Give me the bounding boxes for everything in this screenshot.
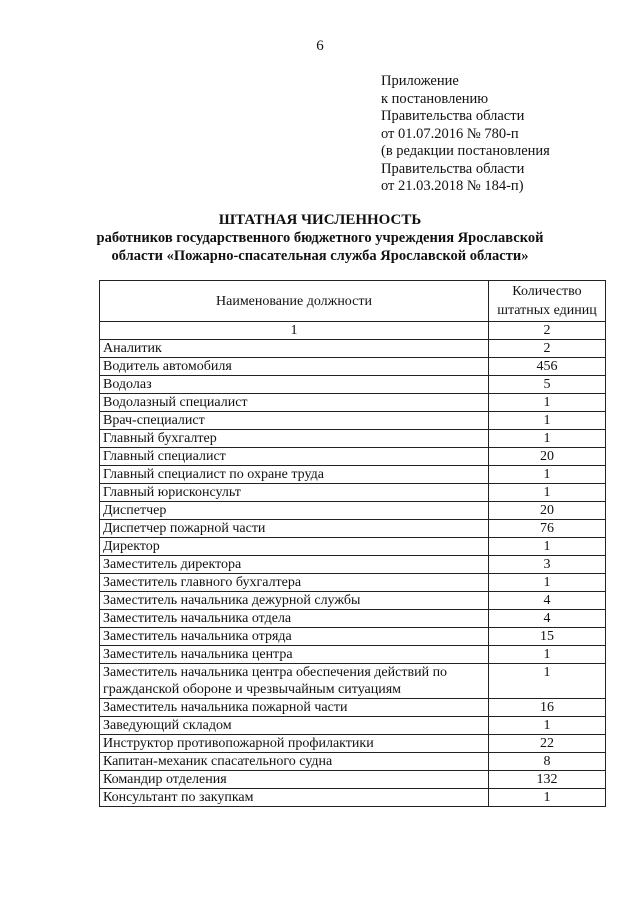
position-name-cell: Капитан-механик спасательного судна (100, 753, 489, 771)
table-index-row (100, 322, 606, 340)
position-count-cell: 20 (489, 502, 606, 520)
table-row (100, 556, 606, 574)
appendix-line: Приложение (381, 73, 459, 89)
position-name-cell: Водитель автомобиля (100, 358, 489, 376)
table-row (100, 394, 606, 412)
table-row (100, 430, 606, 448)
position-name-cell: Консультант по закупкам (100, 789, 489, 807)
position-count-cell: 456 (489, 358, 606, 376)
document-title (0, 211, 640, 265)
position-count-cell: 2 (489, 340, 606, 358)
position-count-cell: 1 (489, 717, 606, 735)
position-name-cell: Заместитель начальника дежурной службы (100, 592, 489, 610)
table-header-row (100, 281, 606, 322)
position-count-cell: 22 (489, 735, 606, 753)
position-name-cell: Заместитель директора (100, 556, 489, 574)
position-count-cell: 4 (489, 592, 606, 610)
position-count-cell: 4 (489, 610, 606, 628)
staffing-table (99, 280, 606, 807)
table-row (100, 664, 606, 699)
table-row (100, 717, 606, 735)
position-name-cell: Заместитель начальника центра (100, 646, 489, 664)
appendix-line: к постановлению (381, 90, 489, 107)
index-cell: 1 (100, 322, 489, 340)
position-name-cell: Аналитик (100, 340, 489, 358)
header-count-line: Количество (512, 284, 582, 299)
table-row (100, 412, 606, 430)
position-count-cell: 1 (489, 664, 606, 699)
position-count-cell: 8 (489, 753, 606, 771)
title-main: ШТАТНАЯ ЧИСЛЕННОСТЬ (218, 212, 422, 228)
appendix-line: от 01.07.2016 № 780-п (381, 125, 519, 142)
position-count-cell: 1 (489, 466, 606, 484)
position-name-cell: Инструктор противопожарной профилактики (100, 735, 489, 753)
position-name-cell: Главный юрисконсульт (100, 484, 489, 502)
title-sub-line: области «Пожарно-спасательная служба Ярославской области» (111, 248, 529, 264)
position-name-cell: Заместитель начальника центра обеспечения действий по гражданской обороне и чрезвычайным ситуациям (100, 664, 489, 699)
header-position: Наименование должности (100, 281, 489, 322)
position-count-cell: 1 (489, 574, 606, 592)
position-name-cell: Заместитель главного бухгалтера (100, 574, 489, 592)
position-count-cell: 1 (489, 646, 606, 664)
table-row (100, 789, 606, 807)
table-row (100, 448, 606, 466)
position-count-cell: 3 (489, 556, 606, 574)
table-row (100, 358, 606, 376)
position-count-cell: 1 (489, 538, 606, 556)
position-count-cell: 76 (489, 520, 606, 538)
table-row (100, 466, 606, 484)
title-sub-line: работников государственного бюджетного учреждения Ярославской (96, 230, 544, 246)
position-count-cell: 1 (489, 394, 606, 412)
position-name-cell: Заместитель начальника пожарной части (100, 699, 489, 717)
position-count-cell: 15 (489, 628, 606, 646)
position-name-cell: Заведующий складом (100, 717, 489, 735)
position-count-cell: 132 (489, 771, 606, 789)
table-row (100, 699, 606, 717)
page-number: 6 (316, 38, 324, 54)
table-body (100, 322, 606, 807)
position-name-cell: Главный бухгалтер (100, 430, 489, 448)
position-name-cell: Главный специалист (100, 448, 489, 466)
table-row (100, 592, 606, 610)
appendix-line: (в редакции постановления (381, 143, 550, 159)
position-name-cell: Врач-специалист (100, 412, 489, 430)
header-count (489, 281, 606, 322)
table-row (100, 628, 606, 646)
position-count-cell: 20 (489, 448, 606, 466)
index-cell: 2 (489, 322, 606, 340)
table-row (100, 735, 606, 753)
position-name-cell: Главный специалист по охране труда (100, 466, 489, 484)
position-count-cell: 1 (489, 430, 606, 448)
position-name-cell: Заместитель начальника отряда (100, 628, 489, 646)
position-name-cell: Водолаз (100, 376, 489, 394)
table-row (100, 610, 606, 628)
table-row (100, 520, 606, 538)
position-count-cell: 1 (489, 412, 606, 430)
table-row (100, 771, 606, 789)
appendix-note (381, 73, 550, 196)
position-name-cell: Диспетчер (100, 502, 489, 520)
position-count-cell: 1 (489, 484, 606, 502)
position-count-cell: 1 (489, 789, 606, 807)
position-count-cell: 16 (489, 699, 606, 717)
table-row (100, 646, 606, 664)
appendix-line: Правительства области (381, 108, 525, 124)
position-name-cell: Водолазный специалист (100, 394, 489, 412)
header-count-line: штатных единиц (497, 303, 597, 318)
position-name-cell: Диспетчер пожарной части (100, 520, 489, 538)
table-row (100, 340, 606, 358)
table-row (100, 484, 606, 502)
appendix-line: от 21.03.2018 № 184-п) (381, 178, 524, 194)
position-count-cell: 5 (489, 376, 606, 394)
position-name-cell: Заместитель начальника отдела (100, 610, 489, 628)
table-row (100, 753, 606, 771)
position-name-cell: Директор (100, 538, 489, 556)
table-row (100, 502, 606, 520)
position-name-cell: Командир отделения (100, 771, 489, 789)
table-row (100, 376, 606, 394)
table-row (100, 538, 606, 556)
table-row (100, 574, 606, 592)
appendix-line: Правительства области (381, 160, 525, 177)
